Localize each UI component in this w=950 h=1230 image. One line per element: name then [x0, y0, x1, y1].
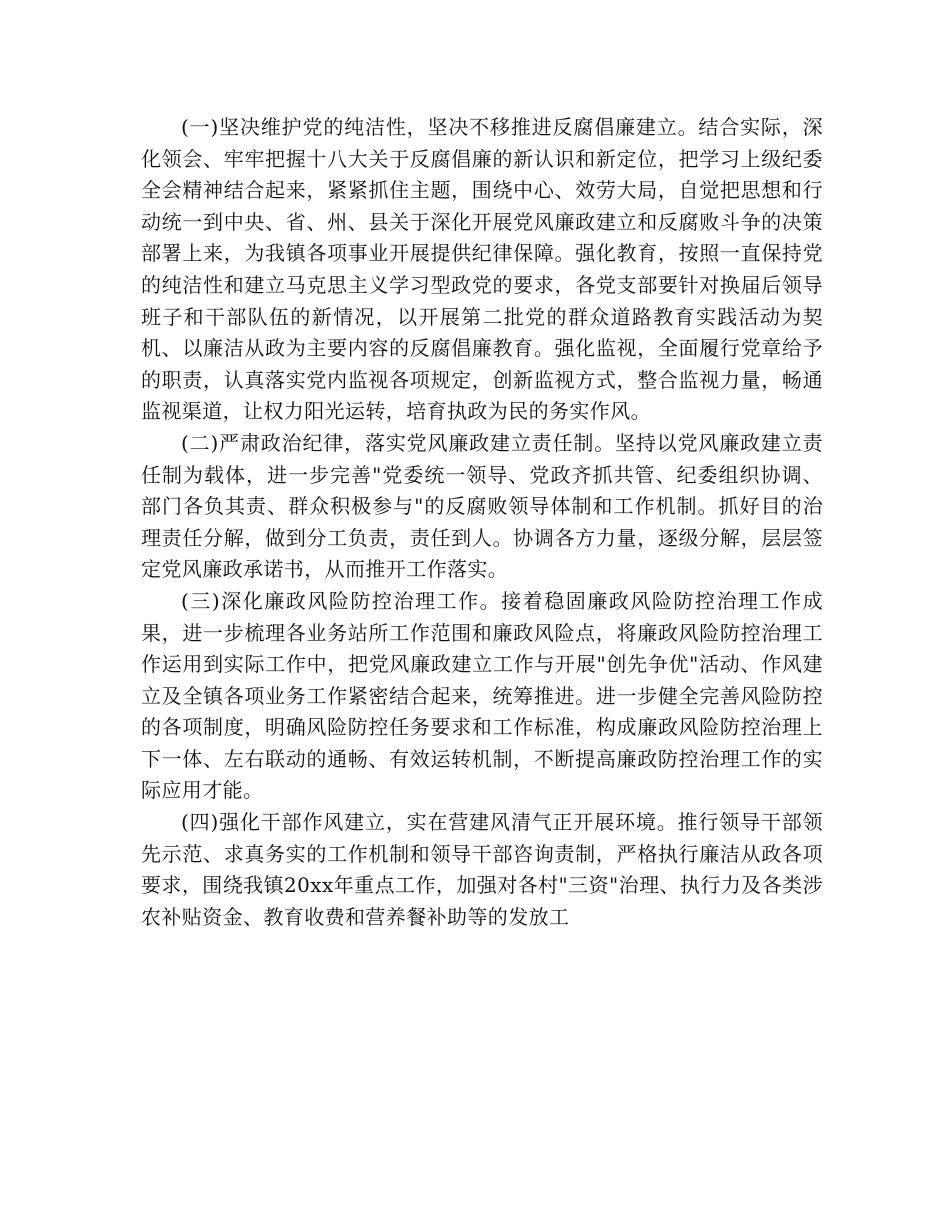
- document-body: [141, 112, 823, 933]
- paragraph-3: (三)深化廉政风险防控治理工作。接着稳固廉政风险防控治理工作成果，进一步梳理各业务站所工作范围和廉政风险点，将廉政风险防控治理工作运用到实际工作中，把党风廉政建立工作与开展"创先争优"活动、作风建立及全镇各项业务工作紧密结合起来，统筹推进。进一步健全完善风险防控的各项制度，明确风险防控任务要求和工作标准，构成廉政风险防控治理上下一体、左右联动的通畅、有效运转机制，不断提高廉政防控治理工作的实际应用才能。: [141, 588, 823, 803]
- paragraph-4: (四)强化干部作风建立，实在营建风清气正开展环境。推行领导干部领先示范、求真务实的工作机制和领导干部咨询责制，严格执行廉洁从政各项要求，围绕我镇20xx年重点工作，加强对各村"三资"治理、执行力及各类涉农补贴资金、教育收费和营养餐补助等的发放工: [141, 810, 823, 929]
- paragraph-1: (一)坚决维护党的纯洁性，坚决不移推进反腐倡廉建立。结合实际，深化领会、牢牢把握十八大关于反腐倡廉的新认识和新定位，把学习上级纪委全会精神结合起来，紧紧抓住主题，围绕中心、效劳大局，自觉把思想和行动统一到中央、省、州、县关于深化开展党风廉政建立和反腐败斗争的决策部署上来，为我镇各项事业开展提供纪律保障。强化教育，按照一直保持党的纯洁性和建立马克思主义学习型政党的要求，各党支部要针对换届后领导班子和干部队伍的新情况，以开展第二批党的群众道路教育实践活动为契机、以廉洁从政为主要内容的反腐倡廉教育。强化监视，全面履行党章给予的职责，认真落实党内监视各项规定，创新监视方式，整合监视力量，畅通监视渠道，让权力阳光运转，培育执政为民的务实作风。: [141, 115, 823, 424]
- paragraph-2: (二)严肃政治纪律，落实党风廉政建立责任制。坚持以党风廉政建立责任制为载体，进一步完善"党委统一领导、党政齐抓共管、纪委组织协调、部门各负其责、群众积极参与"的反腐败领导体制和工作机制。抓好目的治理责任分解，做到分工负责，责任到人。协调各方力量，逐级分解，层层签定党风廉政承诺书，从而推开工作落实。: [141, 430, 823, 582]
